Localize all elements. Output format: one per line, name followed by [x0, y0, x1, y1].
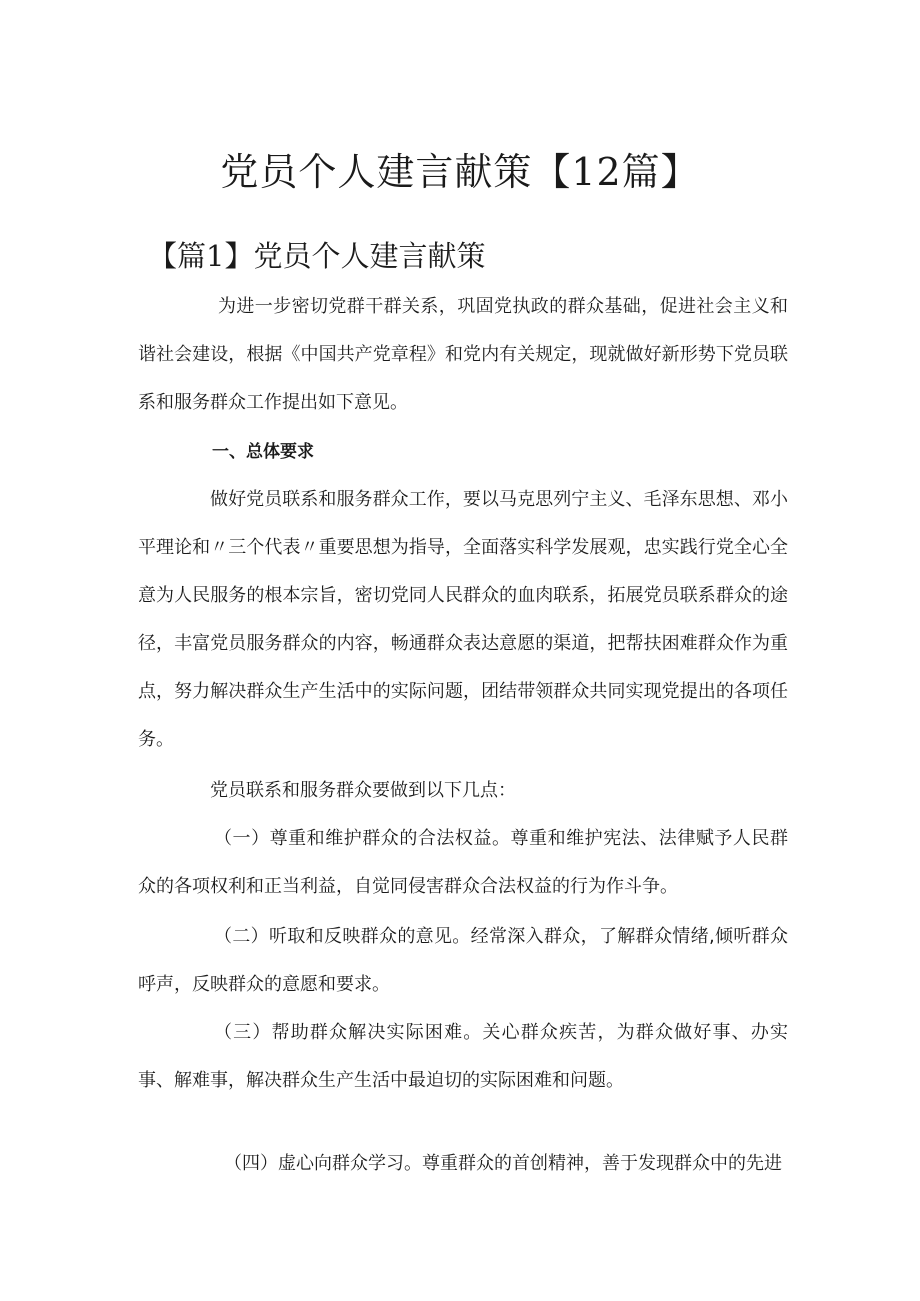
chapter-title: 【篇1】党员个人建言献策 [148, 239, 486, 273]
section-body-paragraph: 做好党员联系和服务群众工作，要以马克思列宁主义、毛泽东思想、邓小平理论和〃三个代表〃重要思想为指导，全面落实科学发展观，忠实践行党全心全意为人民服务的根本宗旨，密切党同人民群众的血肉联系，拓展党员联系群众的途径，丰富党员服务群众的内容，畅通群众表达意愿的渠道，把帮扶困难群众作为重点，努力解决群众生产生活中的实际问题，团结带领群众共同实现党提出的各项任务。 [138, 489, 788, 750]
points-intro-paragraph: 党员联系和服务群众要做到以下几点： [210, 780, 516, 801]
point-paragraph-3: （三）帮助群众解决实际困难。关心群众疾苦，为群众做好事、办实事、解难事，解决群众生产生活中最迫切的实际困难和问题。 [138, 1022, 788, 1091]
intro-paragraph: 为进一步密切党群干群关系，巩固党执政的群众基础，促进社会主义和谐社会建设，根据《中国共产党章程》和党内有关规定，现就做好新形势下党员联系和服务群众工作提出如下意见。 [138, 296, 788, 413]
point-paragraph-2: （二）听取和反映群众的意见。经常深入群众，了解群众情绪,倾听群众呼声，反映群众的意愿和要求。 [138, 926, 788, 995]
section-heading: 一、总体要求 [212, 442, 314, 462]
document-title: 党员个人建言献策【12篇】 [220, 150, 700, 194]
point-paragraph-1: （一）尊重和维护群众的合法权益。尊重和维护宪法、法律赋予人民群众的各项权利和正当利益，自觉同侵害群众合法权益的行为作斗争。 [138, 828, 788, 897]
point-paragraph-4: （四）虚心向群众学习。尊重群众的首创精神，善于发现群众中的先进 [224, 1153, 782, 1174]
